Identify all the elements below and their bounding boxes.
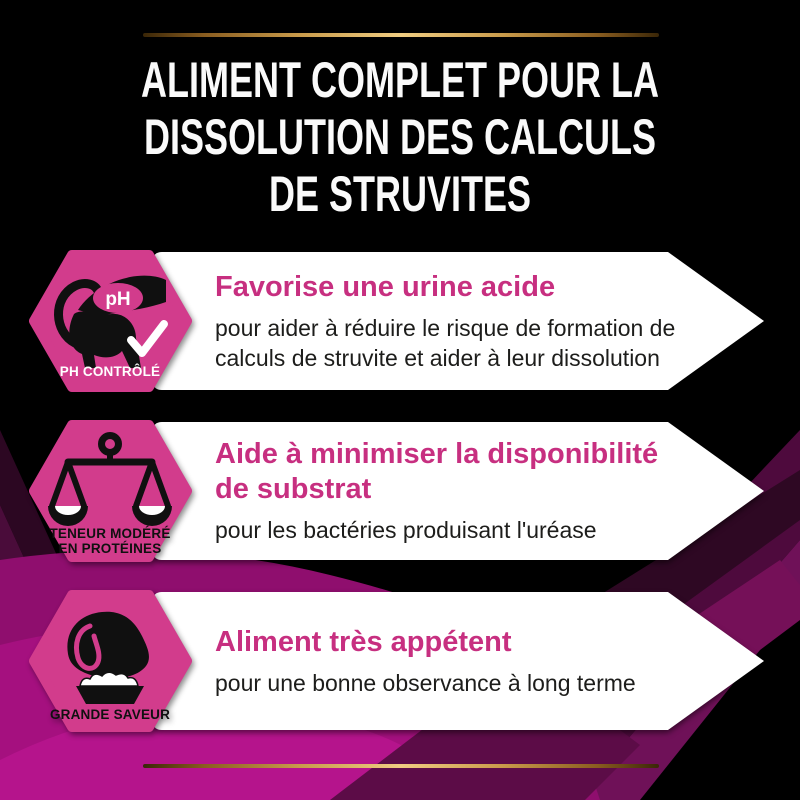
taste-badge xyxy=(28,588,193,734)
gold-divider-top xyxy=(143,33,659,37)
gold-divider-bottom xyxy=(143,764,659,768)
feature-row-ph xyxy=(28,248,788,394)
protein-badge xyxy=(28,418,193,564)
feature-body-line: pour une bonne observance à long terme xyxy=(215,669,636,696)
feature-heading: Aide à minimiser la disponibilité xyxy=(215,438,659,470)
feature-row-protein xyxy=(28,418,788,564)
badge-label: TENEUR MODÉRÉ xyxy=(49,526,171,541)
page-title-line: ALIMENT COMPLET POUR LA xyxy=(141,52,659,108)
badge-label: GRANDE SAVEUR xyxy=(49,707,171,722)
ph-symbol: pH xyxy=(105,289,131,310)
feature-text xyxy=(215,248,675,394)
feature-text xyxy=(215,418,658,564)
badge-label: EN PROTÉINES xyxy=(58,541,162,556)
feature-heading: de substrat xyxy=(215,473,372,505)
feature-text xyxy=(215,588,636,734)
feature-heading: Favorise une urine acide xyxy=(215,270,556,303)
feature-heading: Aliment très appétent xyxy=(215,625,512,658)
page-title xyxy=(112,52,688,223)
ph-badge xyxy=(28,248,193,394)
feature-body-line: calculs de struvite et aider à leur dissolution xyxy=(215,344,660,371)
feature-body-line: pour les bactéries produisant l'uréase xyxy=(215,517,597,543)
badge-label: PH CONTRÔLÉ xyxy=(59,364,161,379)
page-title-line: DE STRUVITES xyxy=(268,166,532,222)
feature-body-line: pour aider à réduire le risque de formation de xyxy=(215,314,676,341)
page-title-line: DISSOLUTION DES CALCULS xyxy=(143,109,657,165)
feature-row-taste xyxy=(28,588,788,734)
